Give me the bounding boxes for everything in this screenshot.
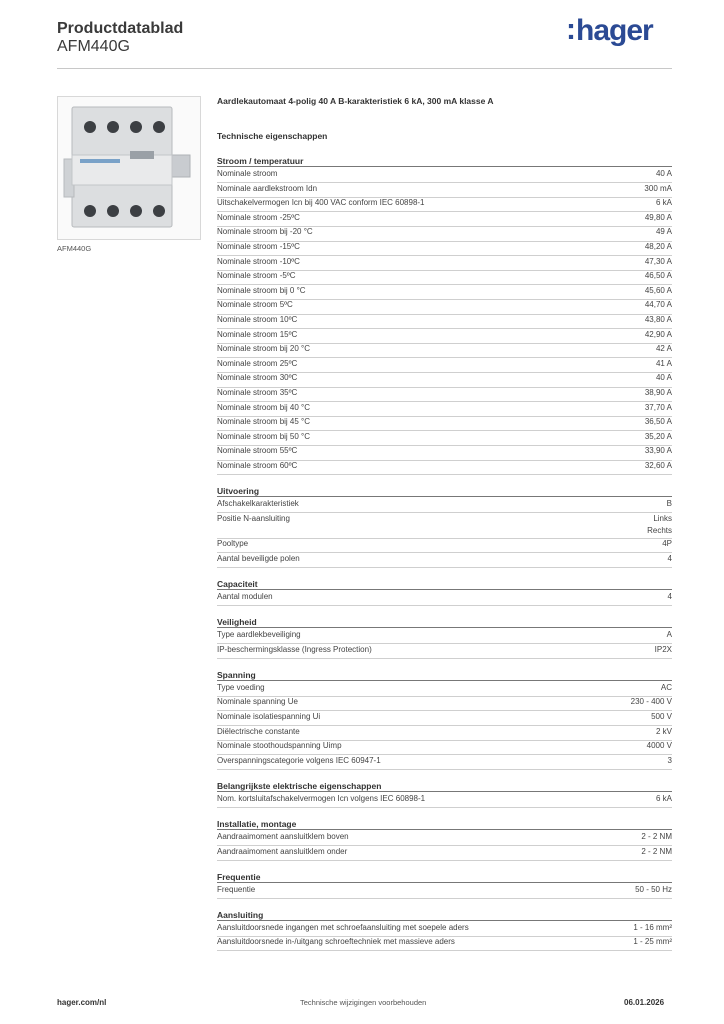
spec-row [217, 923, 672, 932]
spec-value [667, 499, 672, 508]
spec-value [633, 923, 672, 932]
row-divider [217, 950, 672, 951]
spec-value [631, 697, 672, 706]
spec-value-text: 41 A [655, 358, 672, 368]
row-divider [217, 567, 672, 568]
spec-row [217, 432, 672, 441]
section-title: Belangrijkste elektrische eigenschappen [217, 780, 382, 791]
spec-label: Nominale aardlekstroom Idn [217, 183, 318, 193]
spec-value [633, 937, 672, 946]
spec-label: Positie N-aansluiting [217, 513, 290, 523]
logo-text: hager [576, 14, 653, 47]
spec-value [647, 514, 672, 535]
spec-value-text: AC [660, 682, 672, 692]
spec-value-text: 4 [667, 591, 672, 601]
row-divider [217, 860, 672, 861]
spec-value-text: 1 - 16 mm² [633, 922, 672, 932]
spec-value [668, 756, 672, 765]
footer-date: 06.01.2026 [624, 998, 665, 1007]
spec-value [645, 242, 672, 251]
spec-value [667, 630, 672, 639]
spec-value [645, 417, 672, 426]
section-divider [217, 829, 672, 830]
spec-label: Nominale spanning Ue [217, 697, 298, 707]
spec-label: Nominale stroom 15ºC [217, 329, 298, 339]
spec-value [645, 330, 672, 339]
section-title: Installatie, montage [217, 818, 297, 829]
spec-value-text: 300 mA [644, 183, 672, 193]
spec-row [217, 359, 672, 368]
row-divider [217, 769, 672, 770]
spec-value [655, 645, 672, 654]
spec-label: Nominale stroom 30ºC [217, 373, 298, 383]
spec-value-text: 230 - 400 V [630, 697, 672, 707]
spec-label: Afschakelkarakteristiek [217, 499, 299, 509]
spec-label: Nominale stroom 55ºC [217, 446, 298, 456]
spec-value [645, 271, 672, 280]
spec-value [656, 794, 672, 803]
spec-value-text: 37,70 A [644, 402, 672, 412]
spec-value-text: 4 [667, 553, 672, 563]
row-divider [217, 474, 672, 475]
spec-value [656, 227, 672, 236]
spec-value-text: 40 A [655, 169, 672, 178]
spec-row [217, 499, 672, 508]
spec-value [645, 257, 672, 266]
spec-value [645, 315, 672, 324]
spec-row [217, 847, 672, 856]
spec-value [645, 446, 672, 455]
spec-value [645, 388, 672, 397]
page-title: Productdatablad [57, 20, 184, 37]
spec-row [217, 794, 672, 803]
section-divider [217, 882, 672, 883]
section-title: Stroom / temperatuur [217, 156, 304, 166]
spec-value-text: 49,80 A [644, 212, 672, 222]
spec-label: Aansluitdoorsnede in-/uitgang schroeftechniek met massieve aders [217, 937, 455, 947]
spec-label: Nominale stroom 10ºC [217, 315, 298, 324]
spec-value-text: 33,90 A [644, 446, 672, 456]
spec-label: Nominale stroom bij -20 °C [217, 227, 313, 237]
spec-label: Overspanningscategorie volgens IEC 60947-1 [217, 755, 381, 765]
spec-value-text: 38,90 A [644, 388, 672, 397]
spec-row [217, 330, 672, 339]
spec-row [217, 683, 672, 692]
spec-value-text: 47,30 A [644, 256, 672, 266]
spec-label: Nominale stroom bij 20 °C [217, 344, 311, 354]
hager-logo [566, 14, 653, 48]
spec-value-text: 2 kV [655, 726, 672, 736]
tech-properties-title: Technische eigenschappen [217, 131, 328, 141]
spec-value [635, 885, 672, 894]
spec-row [217, 344, 672, 353]
spec-value-text: 42 A [655, 344, 672, 354]
spec-value-text: 50 - 50 Hz [635, 884, 672, 894]
spec-value-text: 2 - 2 NM [641, 846, 672, 856]
spec-value-text: 2 - 2 NM [641, 831, 672, 841]
spec-value [656, 169, 672, 178]
section-title: Frequentie [217, 871, 261, 882]
spec-row [217, 198, 672, 207]
spec-value [668, 554, 672, 563]
spec-value-text: 40 A [655, 373, 672, 383]
spec-label: Frequentie [217, 884, 256, 894]
row-divider [217, 807, 672, 808]
row-divider [217, 658, 672, 659]
spec-row [217, 712, 672, 721]
spec-label: Nominale stroom -5ºC [217, 271, 296, 281]
spec-value-text: A [666, 630, 672, 640]
spec-value [645, 300, 672, 309]
row-divider [217, 898, 672, 899]
spec-value-text: 6 kA [655, 793, 672, 803]
spec-value-text: IP2X [654, 644, 672, 654]
spec-label: Aantal beveiligde polen [217, 553, 300, 563]
spec-row [217, 514, 672, 535]
spec-value-text: 46,50 A [644, 271, 672, 281]
spec-row [217, 885, 672, 894]
breaker-illustration [58, 97, 200, 239]
section-divider [217, 920, 672, 921]
section-title: Uitvoering [217, 486, 260, 497]
spec-value-text: 4000 V [646, 741, 672, 751]
spec-value [661, 683, 672, 692]
section-divider [217, 589, 672, 590]
spec-label: Nominale stroom 5ºC [217, 300, 293, 310]
spec-value-text: 6 kA [655, 198, 672, 208]
spec-value-text: 48,20 A [644, 242, 672, 251]
spec-value-text: 45,60 A [644, 285, 672, 295]
spec-row [217, 756, 672, 765]
section-title: Capaciteit [217, 578, 258, 589]
spec-label: Aandraaimoment aansluitklem onder [217, 846, 348, 856]
section-title: Veiligheid [217, 617, 257, 628]
footer-disclaimer: Technische wijzigingen voorbehouden [300, 998, 427, 1007]
spec-value [656, 344, 672, 353]
spec-label: Nom. kortsluitafschakelvermogen Icn volgens IEC 60898-1 [217, 793, 426, 803]
spec-value [645, 286, 672, 295]
spec-value-text: 1 - 25 mm² [633, 937, 672, 947]
spec-label: IP-beschermingsklasse (Ingress Protection) [217, 644, 372, 654]
spec-row [217, 403, 672, 412]
spec-value-text: 35,20 A [644, 431, 672, 441]
spec-row [217, 554, 672, 563]
logo-dots: : [566, 13, 575, 46]
spec-row [217, 592, 672, 601]
spec-row [217, 630, 672, 639]
spec-value [651, 712, 672, 721]
spec-row [217, 271, 672, 280]
spec-label: Nominale stroom [217, 169, 278, 178]
spec-value-text: 3 [667, 755, 672, 765]
spec-row [217, 727, 672, 736]
spec-value [656, 198, 672, 207]
footer-website[interactable]: hager.com/nl [57, 998, 107, 1007]
spec-value [641, 847, 672, 856]
spec-value [641, 832, 672, 841]
section-divider [217, 680, 672, 681]
spec-value [656, 359, 672, 368]
spec-value-text: Links [653, 513, 672, 523]
spec-row [217, 227, 672, 236]
spec-label: Type aardlekbeveiliging [217, 630, 301, 640]
spec-label: Nominale stroom bij 0 °C [217, 285, 306, 295]
spec-value [645, 432, 672, 441]
spec-label: Aansluitdoorsnede ingangen met schroefaansluiting met soepele aders [217, 922, 469, 932]
spec-label: Nominale stroom -10ºC [217, 256, 300, 266]
spec-row [217, 315, 672, 324]
spec-row [217, 645, 672, 654]
product-code: AFM440G [57, 38, 130, 55]
spec-value [644, 184, 672, 193]
image-caption: AFM440G [57, 244, 92, 253]
section-title: Spanning [217, 669, 256, 680]
spec-row [217, 286, 672, 295]
spec-value [662, 539, 672, 548]
spec-value-text: 49 A [655, 227, 672, 237]
spec-row [217, 213, 672, 222]
header-divider [57, 68, 672, 69]
spec-label: Nominale stroom bij 40 °C [217, 402, 311, 412]
spec-row [217, 697, 672, 706]
spec-value [645, 403, 672, 412]
product-description: Aardlekautomaat 4-polig 40 A B-karakteristiek 6 kA, 300 mA klasse A [217, 96, 494, 106]
spec-row [217, 242, 672, 251]
spec-label: Nominale stroom -25ºC [217, 212, 300, 222]
spec-value-text: 44,70 A [644, 300, 672, 310]
spec-value [645, 213, 672, 222]
spec-label: Pooltype [217, 539, 249, 549]
spec-row [217, 539, 672, 548]
product-image [57, 96, 201, 240]
spec-value [645, 461, 672, 470]
spec-row [217, 937, 672, 946]
section-divider [217, 496, 672, 497]
spec-row [217, 461, 672, 470]
spec-label: Nominale stroom 25ºC [217, 358, 298, 368]
spec-label: Nominale stroom 60ºC [217, 461, 298, 470]
spec-label: Aandraaimoment aansluitklem boven [217, 831, 349, 841]
spec-value [647, 741, 672, 750]
spec-label: Uitschakelvermogen Icn bij 400 VAC conform IEC 60898-1 [217, 198, 425, 208]
spec-value [656, 727, 672, 736]
spec-value-text: 42,90 A [644, 329, 672, 339]
spec-label: Nominale isolatiespanning Ui [217, 711, 321, 721]
spec-row [217, 741, 672, 750]
spec-row [217, 832, 672, 841]
spec-row [217, 257, 672, 266]
spec-value [656, 373, 672, 382]
spec-row [217, 184, 672, 193]
spec-label: Nominale stroom bij 50 °C [217, 431, 311, 441]
spec-label: Nominale stroom 35ºC [217, 388, 298, 397]
section-divider [217, 627, 672, 628]
section-divider [217, 166, 672, 167]
spec-row [217, 388, 672, 397]
spec-row [217, 417, 672, 426]
spec-value-text: 36,50 A [644, 417, 672, 427]
spec-label: Nominale stroom bij 45 °C [217, 417, 311, 427]
spec-label: Aantal modulen [217, 591, 273, 601]
row-divider [217, 605, 672, 606]
spec-value-text: B [666, 499, 672, 509]
spec-value-text: 500 V [651, 711, 672, 721]
spec-value-text: 32,60 A [644, 461, 672, 470]
spec-value-text: 4P [662, 539, 672, 549]
section-title: Aansluiting [217, 909, 264, 920]
spec-row [217, 373, 672, 382]
spec-row [217, 300, 672, 309]
spec-label: Nominale stroom -15ºC [217, 242, 300, 251]
spec-row [217, 446, 672, 455]
section-divider [217, 791, 672, 792]
spec-label: Nominale stoothoudspanning Uimp [217, 741, 342, 751]
spec-label: Type voeding [217, 682, 265, 692]
spec-row [217, 169, 672, 178]
spec-label: Diëlectrische constante [217, 726, 300, 736]
spec-value-text: 43,80 A [644, 315, 672, 324]
spec-value-text-2: Rechts [647, 525, 672, 535]
spec-value [668, 592, 672, 601]
